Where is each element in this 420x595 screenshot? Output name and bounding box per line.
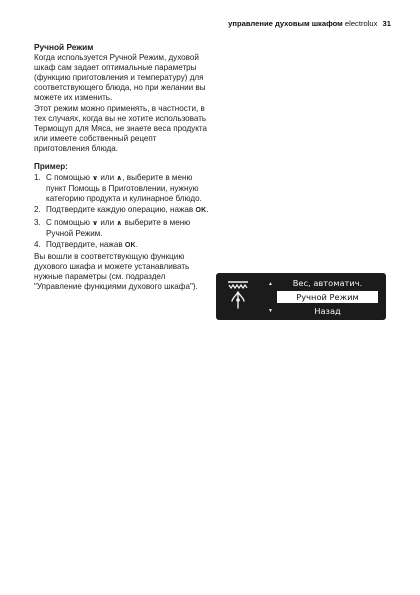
down-arrow-icon: ∨ [92, 219, 99, 227]
step-number: 1. [34, 173, 41, 183]
header-brand: electrolux [344, 19, 378, 28]
step-item [34, 205, 212, 216]
example-steps [34, 173, 212, 251]
example-title: Пример: [34, 162, 68, 172]
section-paragraph-2: Этот режим можно применять, в частности, в тех случаях, когда вы не хотите использовать Термощуп для Мяса, не знаете веса продукта или имеете собственный рецепт приготовления блюда. [34, 103, 207, 153]
text-column [34, 42, 212, 292]
page-number: 31 [382, 19, 391, 28]
ok-key-icon: OK [124, 241, 136, 249]
header-title: управление духовым шкафом [228, 19, 343, 28]
step-text: Подтвердите каждую операцию, нажав OK. [46, 205, 209, 215]
step-item [34, 173, 212, 204]
scroll-up-icon: ▲ [268, 281, 273, 287]
step-number: 2. [34, 205, 41, 215]
step-text: Подтвердите, нажав OK. [46, 239, 139, 249]
menu-item-back[interactable]: Назад [314, 306, 341, 316]
scroll-down-icon: ▼ [268, 308, 273, 314]
step-text: С помощью ∨ или ∧, выберите в меню пункт Помощь в Приготовлении, нужную категорию продукта и кулинарное блюдо. [46, 173, 202, 204]
oven-display [216, 273, 386, 320]
menu-item-weight-auto[interactable]: Вес, автоматич. [292, 278, 363, 288]
step-item [34, 218, 212, 239]
closing-paragraph: Вы вошли в соответствующую функцию духового шкафа и можете устанавливать нужные параметры (см. подраздел "Управление функциями духового шкафа"). [34, 251, 198, 292]
ok-key-icon: OK [195, 207, 207, 215]
up-arrow-icon: ∧ [116, 219, 123, 227]
step-text: С помощью ∨ или ∧ выберите в меню Ручной Режим. [46, 217, 191, 238]
page-header [228, 19, 391, 28]
section-paragraph-1: Когда используется Ручной Режим, духовой шкаф сам задает оптимальные параметры (функцию приготовления и температуру) для соответствующего блюда, но при желании вы можете их изменить. [34, 53, 206, 103]
down-arrow-icon: ∨ [92, 175, 99, 183]
up-arrow-icon: ∧ [116, 175, 123, 183]
step-number: 4. [34, 239, 41, 249]
fan-heating-icon [226, 278, 250, 314]
step-item [34, 240, 212, 251]
menu-item-manual-mode[interactable]: Ручной Режим [277, 291, 378, 303]
step-number: 3. [34, 217, 41, 227]
section-title: Ручной Режим [34, 42, 94, 52]
